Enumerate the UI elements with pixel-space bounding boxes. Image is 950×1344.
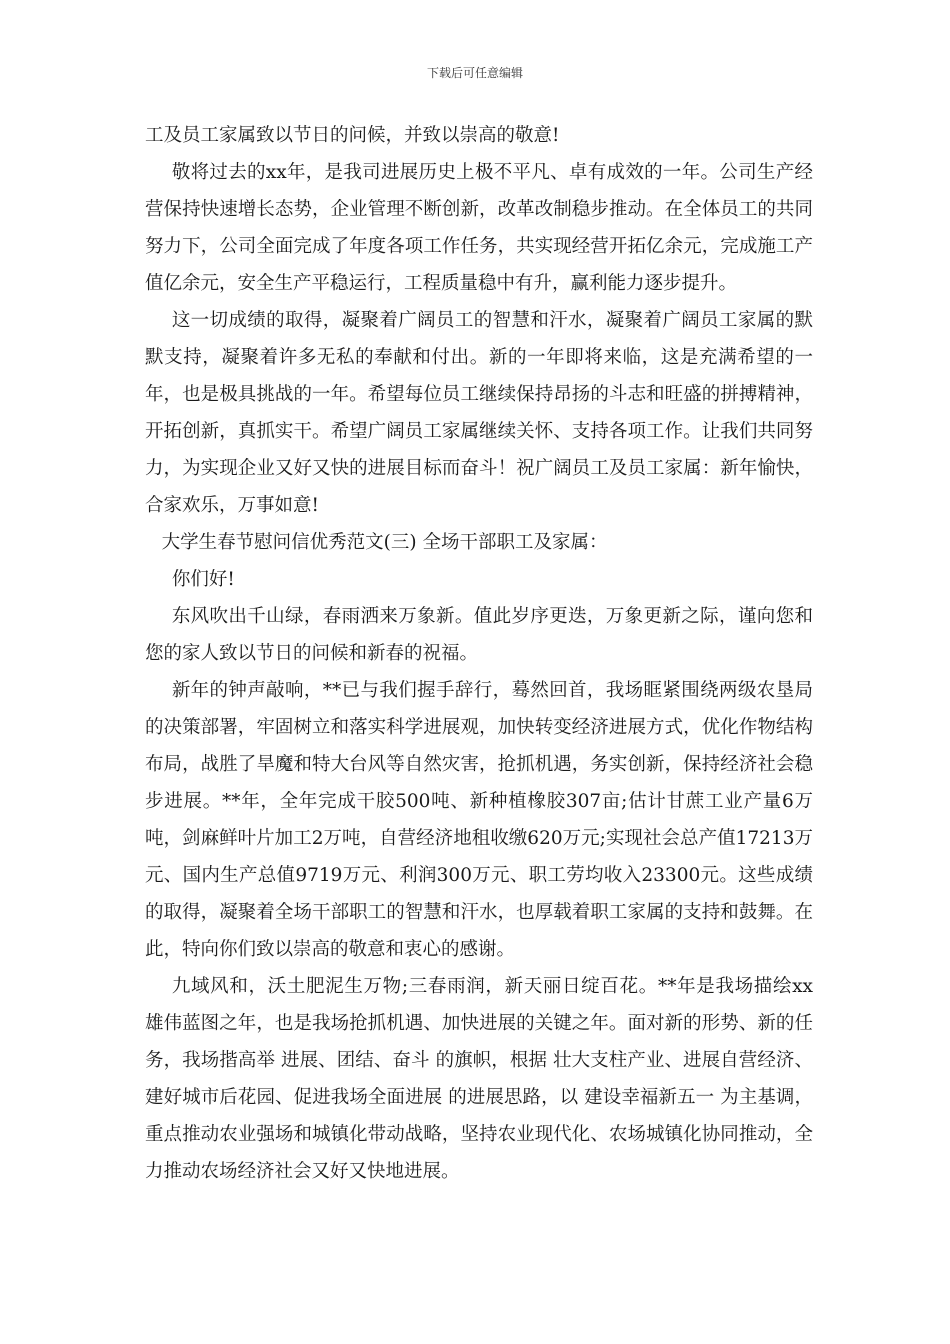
greeting: 你们好! — [171, 569, 235, 590]
paragraph-review: 敬将过去的xx年，是我司进展历史上极不平凡、卓有成效的一年。公司生产经营保持快速增长态势，企业管理不断创新，改革改制稳步推动。在全体员工的共同努力下，公司全面完成了年度各项工作任务，共实现经营开拓亿余元，完成施工产值亿余元，安全生产平稳运行，工程质量稳中有升，赢利能力逐步提升。 — [145, 162, 813, 294]
paragraph-new-year: 新年的钟声敲响，**已与我们握手辞行，蓦然回首，我场眶紧围绕两级农垦局的决策部署，牢固树立和落实科学进展观，加快转变经济进展方式，优化作物结构布局，战胜了旱魔和特大台风等自然灾害，抢抓机遇，务实创新，保持经济社会稳步进展。**年，全年完成干胶500吨、新种植橡胶307亩;估计甘蔗工业产量6万吨，剑麻鲜叶片加工2万吨，自营经济地租收缴620万元;实现社会总产值17213万元、国内生产总值9719万元、利润300万元、职工劳均收入23300元。这些成绩的取得，凝聚着全场干部职工的智慧和汗水，也厚载着职工家属的支持和鼓舞。在此，特向你们致以崇高的敬意和衷心的感谢。 — [145, 680, 813, 960]
paragraph-spring: 东风吹出千山绿，春雨洒来万象新。值此岁序更迭，万象更新之际，谨向您和您的家人致以节日的问候和新春的祝福。 — [145, 606, 813, 664]
paragraph-outlook: 九域风和，沃土肥泥生万物;三春雨润，新天丽日绽百花。**年是我场描绘xx 雄伟蓝图之年，也是我场抢抓机遇、加快进展的关键之年。面对新的形势、新的任务，我场揩高举 进展、团结、奋斗 的旗帜，根据 壮大支柱产业、进展自营经济、建好城市后花园、促进我场全面进展 的进展思路，以 建设幸福新五一 为主基调，重点推动农业强场和城镇化带动战略，坚持农业现代化、农场城镇化协同推动，全力推动农场经济社会又好又快地进展。 — [145, 976, 813, 1182]
document-body — [145, 117, 813, 1190]
page-header: 下载后可任意编辑 — [426, 66, 523, 80]
paragraph-achievements: 这一切成绩的取得，凝聚着广阔员工的智慧和汗水，凝聚着广阔员工家属的默默支持，凝聚着许多无私的奉献和付出。新的一年即将来临，这是充满希望的一年，也是极具挑战的一年。希望每位员工继续保持昂扬的斗志和旺盛的拼搏精神，开拓创新，真抓实干。希望广阔员工家属继续关怀、支持各项工作。让我们共同努力，为实现企业又好又快的进展目标而奋斗！祝广阔员工及员工家属：新年愉快，合家欢乐，万事如意! — [145, 310, 813, 516]
section-heading: 大学生春节慰问信优秀范文(三) 全场干部职工及家属： — [161, 532, 608, 553]
paragraph-continuation: 工及员工家属致以节日的问候，并致以崇高的敬意! — [145, 125, 560, 146]
